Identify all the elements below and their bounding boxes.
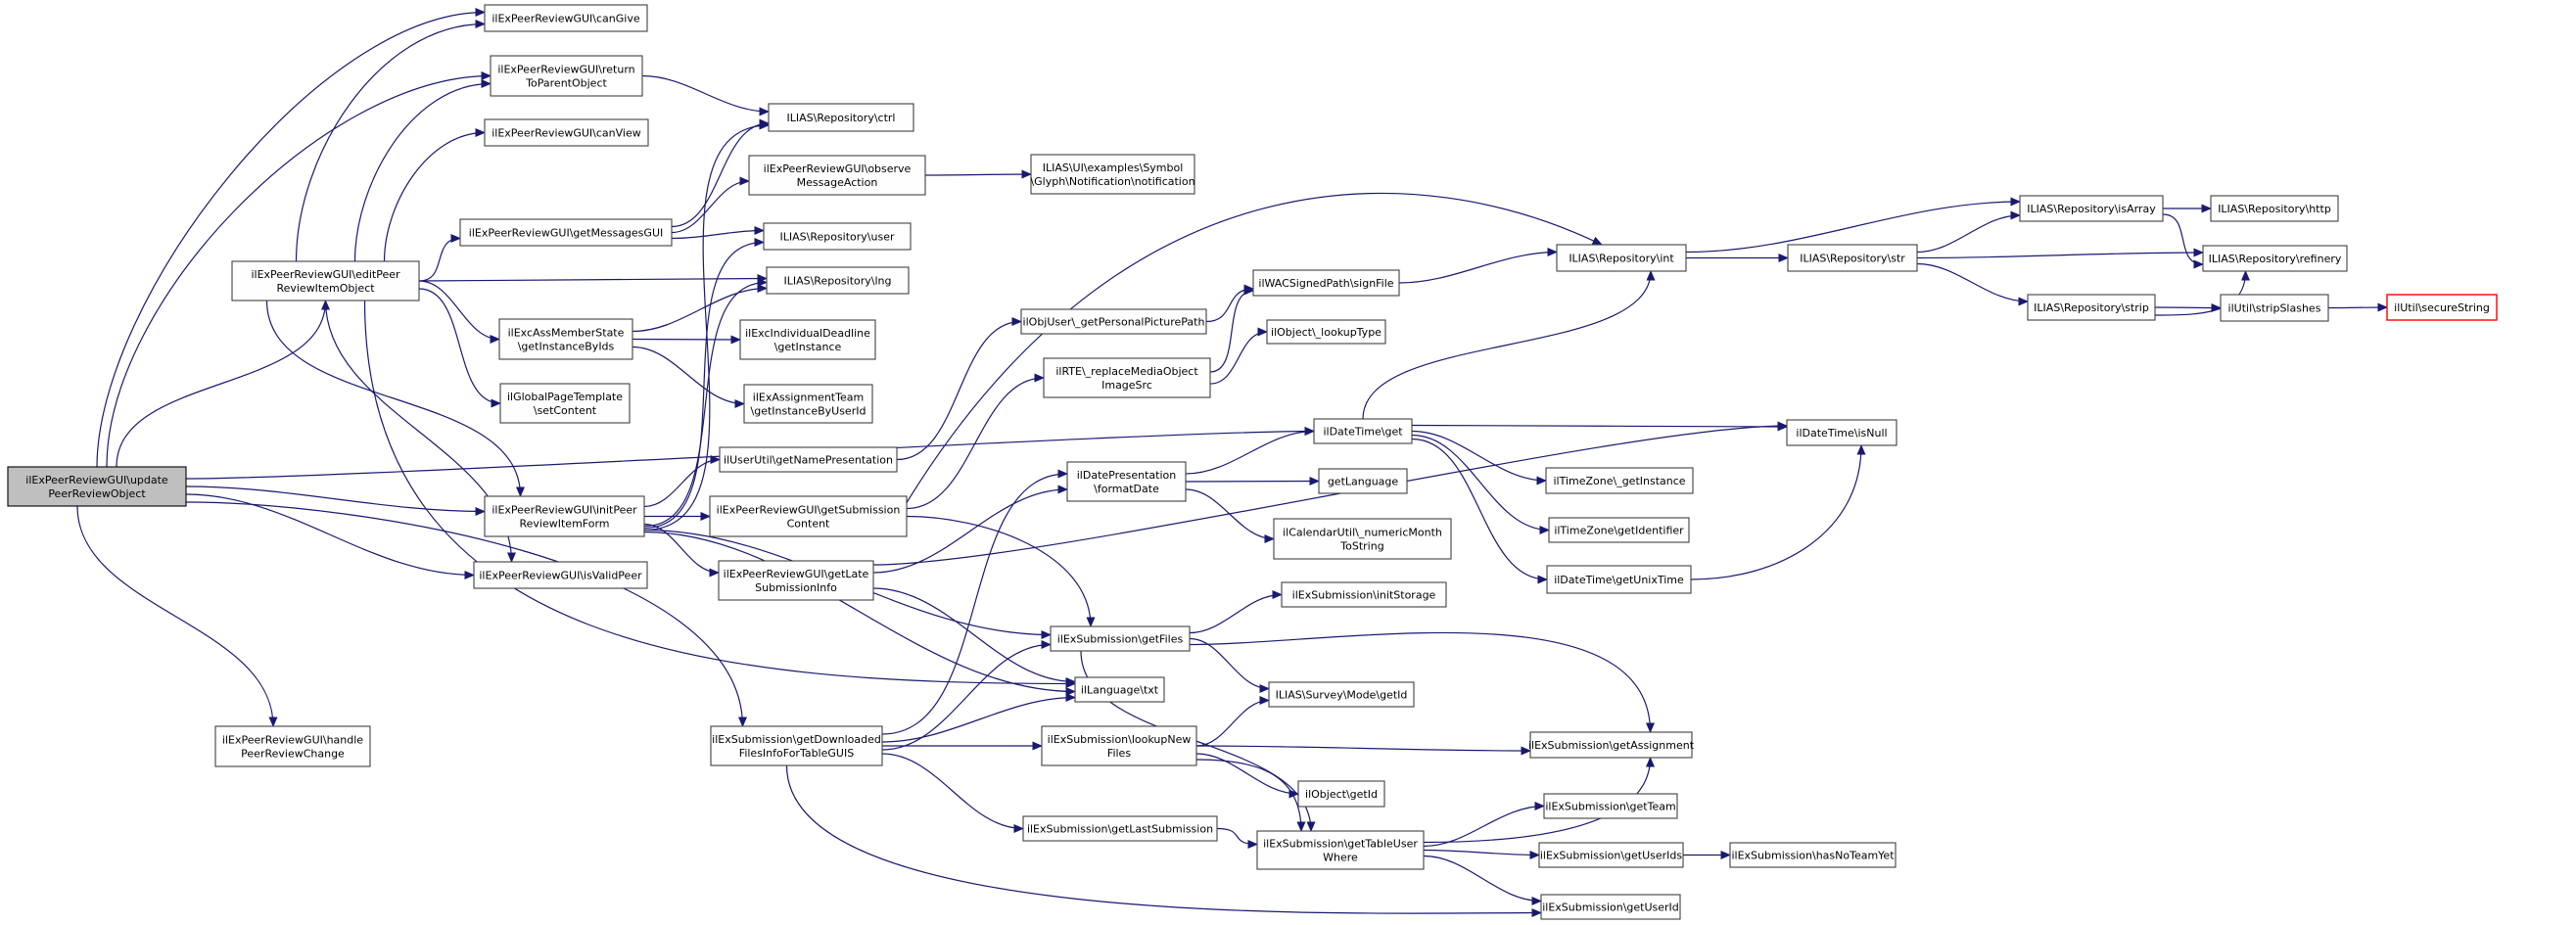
node-isArray[interactable] bbox=[2020, 196, 2163, 221]
node-getMessagesGUI-label: ilExPeerReviewGUI\getMessagesGUI bbox=[468, 226, 664, 240]
edge-editPeer-canGive bbox=[297, 24, 486, 262]
node-getUserIds-label: ilExSubmission\getUserIds bbox=[1539, 849, 1683, 862]
node-lookupType[interactable] bbox=[1267, 320, 1385, 344]
node-getTableUserWhere[interactable] bbox=[1257, 831, 1424, 869]
node-tzGetInstance-label: ilTimeZone\_getInstance bbox=[1553, 475, 1686, 487]
node-numericMonth-box bbox=[1274, 519, 1451, 559]
node-stripSlashes[interactable] bbox=[2221, 295, 2328, 321]
node-initForm-label: ilExPeerReviewGUI\initPeer ReviewItemForm bbox=[492, 503, 637, 531]
node-observe-label: ilExPeerReviewGUI\observe MessageAction bbox=[763, 162, 912, 189]
node-hasNoTeamYet[interactable] bbox=[1730, 843, 1896, 867]
edge-main-canGive bbox=[97, 13, 485, 468]
node-replaceMediaObj-label: ilRTE\_replaceMediaObject ImageSrc bbox=[1055, 365, 1198, 392]
edge-getNamePres-getPersonalPicPath bbox=[897, 322, 1021, 460]
edge-getSubmissionContent-getFiles bbox=[907, 517, 1091, 627]
edge-excAssMember-excIndivDeadline bbox=[632, 340, 740, 341]
node-editPeer[interactable] bbox=[232, 261, 419, 301]
edge-getSubmissionContent-int bbox=[907, 193, 1602, 502]
node-handleChange-label: ilExPeerReviewGUI\handle PeerReviewChange bbox=[221, 733, 364, 761]
edge-getFiles-surveyGetId bbox=[1190, 639, 1269, 689]
node-getSubmissionContent-box bbox=[710, 496, 907, 536]
node-getAssignment-label: ilExSubmission\getAssignment bbox=[1527, 739, 1695, 752]
node-formatDate[interactable] bbox=[1067, 462, 1186, 501]
node-canGive-label: ilExPeerReviewGUI\canGive bbox=[492, 12, 640, 25]
node-secureString-label: ilUtil\secureString bbox=[2394, 301, 2490, 314]
node-returnToParent-box bbox=[491, 56, 642, 96]
node-observe[interactable] bbox=[749, 156, 925, 195]
node-refinery[interactable] bbox=[2203, 246, 2347, 271]
node-getFiles-label: ilExSubmission\getFiles bbox=[1056, 632, 1184, 646]
node-getLateSubmInfo-box bbox=[719, 561, 873, 600]
node-getDownloaded[interactable] bbox=[711, 726, 882, 765]
node-ctrl[interactable] bbox=[769, 104, 913, 131]
node-numericMonth[interactable] bbox=[1274, 519, 1451, 559]
node-initForm[interactable] bbox=[485, 496, 644, 536]
edge-getDownloaded-getFiles bbox=[882, 645, 1051, 751]
edge-getLastSubmission-getTableUserWhere bbox=[1217, 829, 1257, 845]
node-handleChange-box bbox=[215, 726, 370, 766]
node-strip-label: ILIAS\Repository\strip bbox=[2034, 301, 2149, 314]
node-stripSlashes-label: ilUtil\stripSlashes bbox=[2227, 301, 2321, 315]
edges-layer bbox=[77, 13, 2387, 914]
node-globalPageTpl[interactable] bbox=[500, 384, 630, 423]
node-dtGet-label: ilDateTime\get bbox=[1323, 425, 1403, 439]
node-secureString[interactable] bbox=[2387, 295, 2497, 320]
node-getUnixTime-label: ilDateTime\getUnixTime bbox=[1554, 574, 1684, 586]
node-signFile-label: ilWACSignedPath\signFile bbox=[1258, 277, 1394, 290]
node-int-label: ILIAS\Repository\int bbox=[1569, 252, 1674, 265]
edge-editPeer-isValidPeer bbox=[326, 301, 512, 562]
edge-formatDate-numericMonth bbox=[1186, 489, 1274, 539]
node-getDownloaded-box bbox=[711, 726, 882, 765]
node-surveyGetId-label: ILIAS\Survey\Mode\getId bbox=[1275, 688, 1408, 702]
edge-getSubmissionContent-replaceMediaObj bbox=[907, 378, 1044, 509]
node-signFile[interactable] bbox=[1253, 270, 1399, 296]
node-getNamePres-label: ilUserUtil\getNamePresentation bbox=[724, 453, 893, 467]
node-excAssMember-label: ilExcAssMemberState \getInstanceByIds bbox=[507, 326, 625, 353]
edge-getDownloaded-formatDate bbox=[882, 474, 1067, 734]
node-globalPageTpl-label: ilGlobalPageTemplate \setContent bbox=[506, 391, 624, 417]
node-numericMonth-label: ilCalendarUtil\_numericMonth ToString bbox=[1283, 526, 1442, 553]
edge-returnToParent-ctrl bbox=[642, 76, 769, 113]
node-main-label: ilExPeerReviewGUI\update PeerReviewObject bbox=[25, 474, 168, 500]
node-canView-label: ilExPeerReviewGUI\canView bbox=[492, 126, 641, 140]
edge-initForm-getLateSubmInfo bbox=[644, 525, 719, 574]
node-isValidPeer-label: ilExPeerReviewGUI\isValidPeer bbox=[479, 569, 642, 582]
edge-editPeer-initForm bbox=[267, 301, 521, 496]
edge-formatDate-dtGet bbox=[1186, 432, 1314, 475]
node-http[interactable] bbox=[2211, 196, 2338, 221]
node-lookupNewFiles-box bbox=[1042, 726, 1196, 765]
node-int[interactable] bbox=[1557, 245, 1686, 271]
edge-editPeer-lng bbox=[419, 279, 767, 282]
edge-editPeer-globalPageTpl bbox=[419, 289, 500, 403]
node-excIndivDeadline-box bbox=[740, 320, 875, 359]
edge-main-editPeer bbox=[117, 301, 326, 467]
node-notification-label: ILIAS\UI\examples\Symbol \Glyph\Notification\notification bbox=[1030, 162, 1195, 188]
edge-initForm-txt bbox=[644, 532, 1075, 692]
edge-main-getDownloaded bbox=[186, 502, 743, 726]
edge-getUnixTime-isNull bbox=[1691, 445, 1861, 579]
edge-dtGet-int bbox=[1363, 271, 1651, 419]
edge-isArray-refinery bbox=[2163, 214, 2203, 264]
edge-formatDate-getLanguage bbox=[1186, 482, 1319, 483]
node-getTableUserWhere-label: ilExSubmission\getTableUser Where bbox=[1263, 837, 1418, 864]
node-editPeer-label: ilExPeerReviewGUI\editPeer ReviewItemObject bbox=[251, 268, 400, 295]
edge-lookupNewFiles-surveyGetId bbox=[1196, 701, 1269, 747]
edge-main-isValidPeer bbox=[186, 494, 474, 576]
node-observe-box bbox=[749, 156, 925, 195]
node-formatDate-box bbox=[1067, 462, 1186, 501]
edge-replaceMediaObj-signFile bbox=[1210, 291, 1253, 372]
node-lng[interactable] bbox=[767, 267, 909, 294]
edge-replaceMediaObj-lookupType bbox=[1210, 332, 1267, 384]
node-notification-box bbox=[1031, 155, 1194, 194]
node-objGetId[interactable] bbox=[1298, 781, 1384, 807]
edge-strip-stripSlashes bbox=[2155, 307, 2221, 308]
node-getAssignment[interactable] bbox=[1528, 732, 1695, 758]
node-dtGet[interactable] bbox=[1314, 419, 1412, 443]
edge-dtGet-tzGetIdentifier bbox=[1412, 436, 1549, 531]
edge-editPeer-getMessagesGUI bbox=[419, 239, 460, 282]
node-getUserId-label: ilExSubmission\getUserId bbox=[1542, 901, 1679, 914]
node-getPersonalPicPath-label: ilObjUser\_getPersonalPicturePath bbox=[1022, 315, 1205, 329]
edge-getTableUserWhere-getUserIds bbox=[1424, 851, 1539, 856]
node-getLanguage[interactable] bbox=[1319, 469, 1407, 493]
edge-dtGet-isNull bbox=[1412, 426, 1787, 428]
node-replaceMediaObj[interactable] bbox=[1044, 358, 1210, 397]
edge-stripSlashes-secureString bbox=[2328, 307, 2387, 308]
node-getDownloaded-label: ilExSubmission\getDownloaded FilesInfoForTableGUIS bbox=[712, 733, 881, 760]
node-getFiles[interactable] bbox=[1051, 626, 1190, 651]
node-str[interactable] bbox=[1788, 245, 1917, 271]
node-getTeam[interactable] bbox=[1544, 794, 1677, 818]
node-getLastSubmission[interactable] bbox=[1023, 816, 1217, 841]
node-returnToParent[interactable] bbox=[491, 56, 642, 96]
node-excAssMember-box bbox=[499, 319, 632, 359]
node-user[interactable] bbox=[764, 223, 911, 250]
node-hasNoTeamYet-label: ilExSubmission\hasNoTeamYet bbox=[1731, 849, 1895, 862]
node-getUserIds[interactable] bbox=[1539, 843, 1683, 867]
node-refinery-label: ILIAS\Repository\refinery bbox=[2208, 253, 2342, 265]
node-initStorage[interactable] bbox=[1282, 582, 1446, 607]
node-excIndivDeadline-label: ilExcIndividualDeadline \getInstance bbox=[745, 327, 870, 353]
edge-str-isArray bbox=[1917, 215, 2020, 253]
node-getLateSubmInfo[interactable] bbox=[719, 561, 873, 600]
node-exAssignmentTeam[interactable] bbox=[744, 385, 872, 423]
edge-str-refinery bbox=[1917, 253, 2203, 258]
edge-getMessagesGUI-user bbox=[672, 231, 764, 239]
node-notification[interactable] bbox=[1030, 155, 1194, 194]
node-getLateSubmInfo-label: ilExPeerReviewGUI\getLate SubmissionInfo bbox=[723, 568, 869, 594]
node-txt[interactable] bbox=[1075, 677, 1164, 702]
node-getSubmissionContent[interactable] bbox=[710, 496, 907, 536]
node-getTeam-label: ilExSubmission\getTeam bbox=[1545, 800, 1676, 813]
node-initStorage-label: ilExSubmission\initStorage bbox=[1291, 588, 1436, 602]
node-returnToParent-label: ilExPeerReviewGUI\return ToParentObject bbox=[497, 63, 635, 90]
node-tzGetInstance[interactable] bbox=[1546, 468, 1693, 493]
node-tzGetIdentifier-label: ilTimeZone\getIdentifier bbox=[1554, 524, 1684, 537]
node-surveyGetId[interactable] bbox=[1269, 682, 1414, 707]
node-lookupType-label: ilObject\_lookupType bbox=[1271, 326, 1382, 339]
node-isNull[interactable] bbox=[1787, 420, 1897, 445]
node-getSubmissionContent-label: ilExPeerReviewGUI\getSubmission Content bbox=[716, 503, 901, 531]
node-str-label: ILIAS\Repository\str bbox=[1800, 252, 1905, 265]
node-getUserId[interactable] bbox=[1541, 895, 1680, 919]
node-excAssMember[interactable] bbox=[499, 319, 632, 359]
node-isValidPeer[interactable] bbox=[474, 562, 647, 588]
node-exAssignmentTeam-label: ilExAssignmentTeam \getInstanceByUserId bbox=[750, 391, 866, 418]
node-canGive[interactable] bbox=[485, 5, 647, 31]
node-strip[interactable] bbox=[2028, 295, 2155, 320]
node-getPersonalPicPath[interactable] bbox=[1021, 309, 1206, 334]
node-getLastSubmission-label: ilExSubmission\getLastSubmission bbox=[1026, 822, 1214, 836]
edge-editPeer-excAssMember bbox=[419, 281, 499, 340]
node-getLanguage-label: getLanguage bbox=[1327, 475, 1399, 488]
node-getNamePres[interactable] bbox=[720, 447, 897, 472]
node-getMessagesGUI[interactable] bbox=[460, 219, 672, 246]
edge-getDownloaded-getLastSubmission bbox=[882, 754, 1023, 829]
node-globalPageTpl-box bbox=[500, 384, 630, 423]
node-tzGetIdentifier[interactable] bbox=[1549, 518, 1689, 542]
edge-observe-notification bbox=[925, 174, 1031, 175]
node-isNull-label: ilDateTime\isNull bbox=[1796, 427, 1888, 439]
node-excIndivDeadline[interactable] bbox=[740, 320, 875, 359]
node-getUnixTime[interactable] bbox=[1547, 566, 1691, 593]
edge-main-handleChange bbox=[77, 506, 273, 726]
node-http-label: ILIAS\Repository\http bbox=[2218, 203, 2331, 215]
node-editPeer-box bbox=[232, 261, 419, 301]
node-objGetId-label: ilObject\getId bbox=[1305, 788, 1378, 801]
node-main-box bbox=[8, 467, 186, 506]
node-handleChange[interactable] bbox=[215, 726, 370, 766]
edge-getFiles-getAssignment bbox=[1190, 632, 1651, 732]
edge-signFile-int bbox=[1399, 253, 1557, 284]
node-user-label: ILIAS\Repository\user bbox=[779, 230, 895, 244]
node-ctrl-label: ILIAS\Repository\ctrl bbox=[786, 112, 896, 124]
node-txt-label: ilLanguage\txt bbox=[1080, 683, 1159, 697]
edge-excAssMember-exAssignmentTeam bbox=[632, 347, 744, 404]
edge-getTableUserWhere-getUserId bbox=[1424, 856, 1541, 902]
edge-getFiles-initStorage bbox=[1190, 595, 1282, 633]
node-lookupNewFiles[interactable] bbox=[1042, 726, 1196, 765]
node-canView[interactable] bbox=[485, 119, 648, 146]
node-formatDate-label: ilDatePresentation \formatDate bbox=[1076, 469, 1177, 495]
node-isArray-label: ILIAS\Repository\isArray bbox=[2027, 203, 2156, 215]
edge-str-strip bbox=[1917, 264, 2028, 302]
node-lookupNewFiles-label: ilExSubmission\lookupNew Files bbox=[1047, 733, 1192, 760]
node-main[interactable] bbox=[8, 467, 186, 506]
nodes-layer bbox=[8, 5, 2497, 919]
node-replaceMediaObj-box bbox=[1044, 358, 1210, 397]
edge-initForm-getNamePres bbox=[644, 460, 720, 507]
node-initForm-box bbox=[485, 496, 644, 536]
node-lng-label: ILIAS\Repository\lng bbox=[783, 274, 892, 288]
edge-lookupNewFiles-getAssignment bbox=[1196, 746, 1530, 751]
edge-getPersonalPicPath-signFile bbox=[1206, 289, 1253, 322]
